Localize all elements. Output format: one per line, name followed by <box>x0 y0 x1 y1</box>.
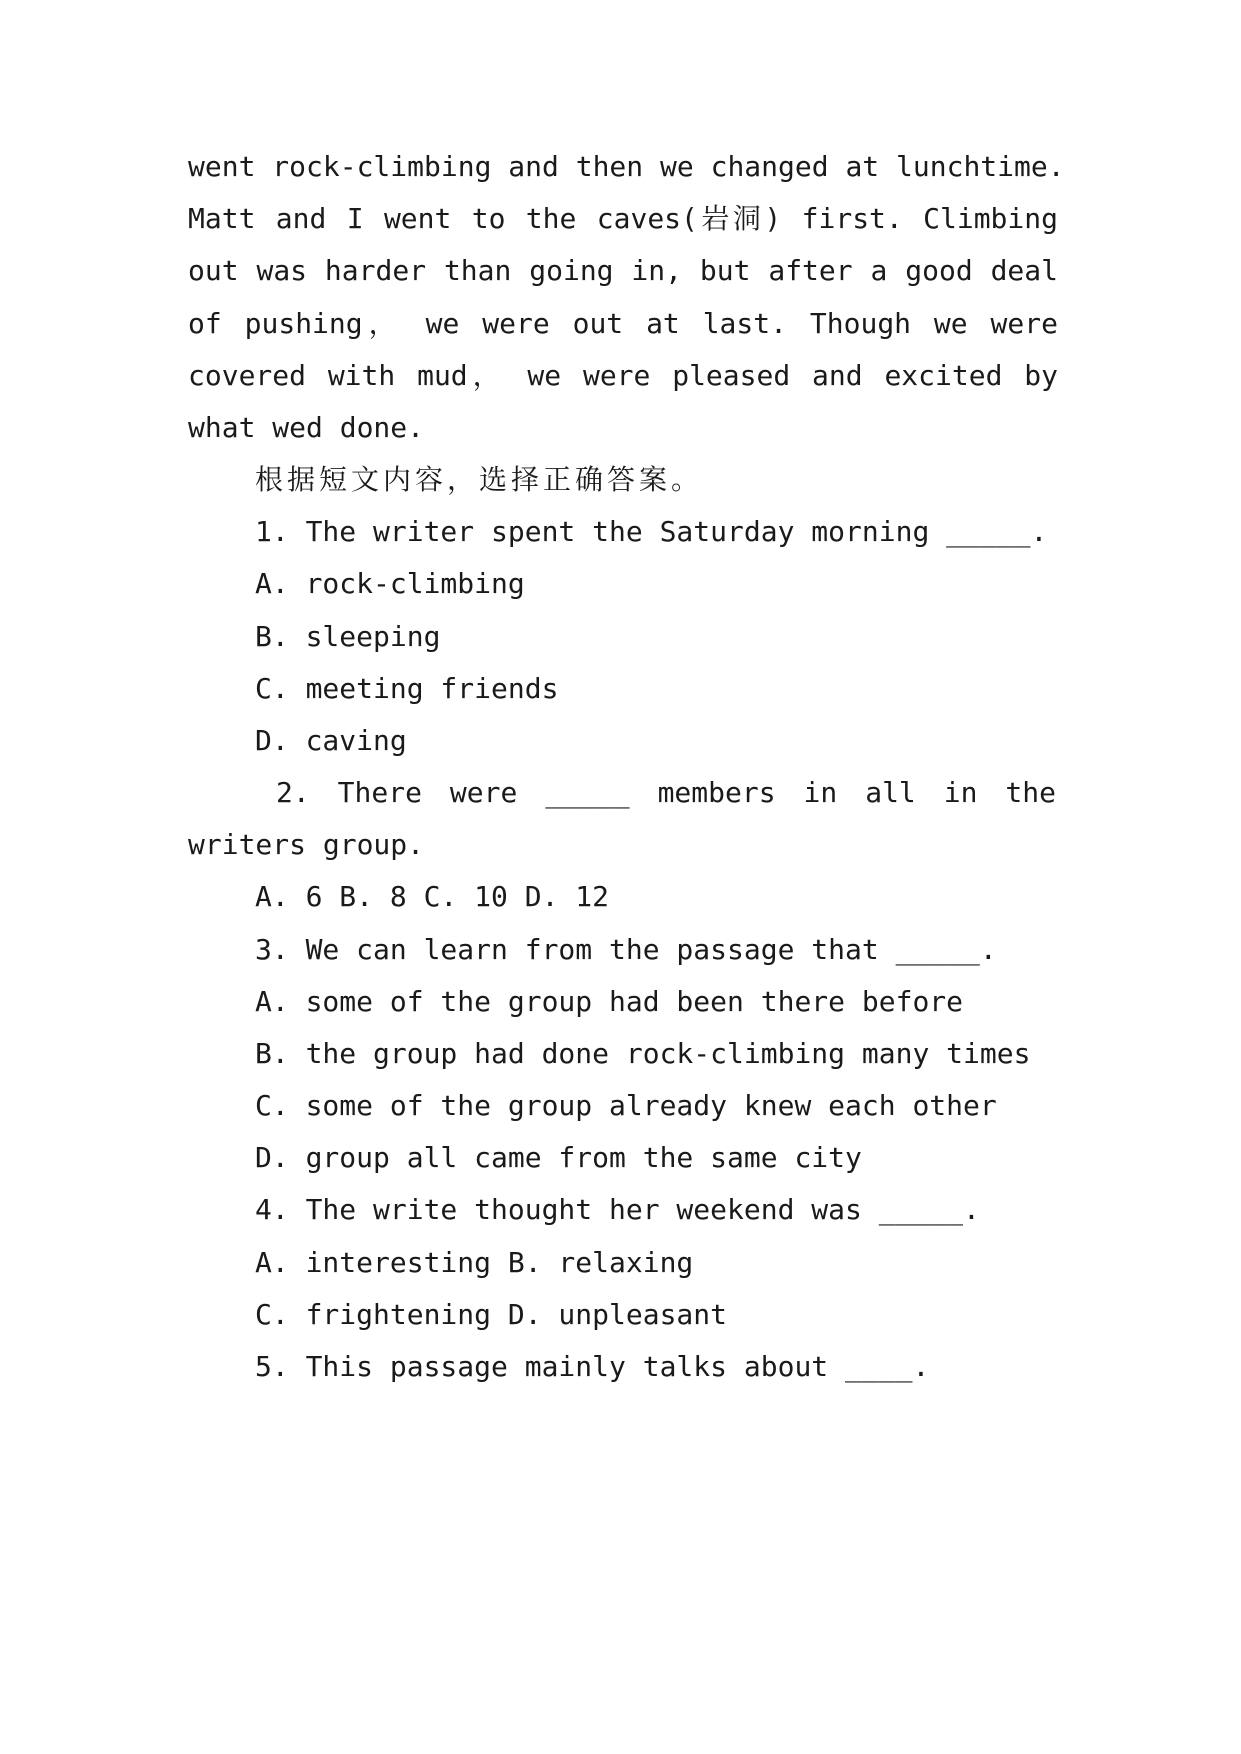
question-3-stem: 3. We can learn from the passage that _____. <box>255 933 997 966</box>
question-4-options-line-2: C. frightening D. unpleasant <box>255 1298 728 1331</box>
question-1-option-b: B. sleeping <box>255 620 441 653</box>
question-1-option-c: C. meeting friends <box>255 672 559 705</box>
question-3-option-b: B. the group had done rock-climbing many times <box>255 1037 1031 1070</box>
question-1-stem: 1. The writer spent the Saturday morning _____. <box>255 515 1048 548</box>
question-4-options-line-1: A. interesting B. relaxing <box>255 1246 694 1279</box>
question-1-option-d: D. caving <box>255 724 407 757</box>
passage-line-4: of pushing， we were out at last. Though we were <box>188 307 1058 340</box>
question-2-options: A. 6 B. 8 C. 10 D. 12 <box>255 880 610 913</box>
question-5-stem: 5. This passage mainly talks about ____. <box>255 1350 930 1383</box>
passage-line-1: went rock-climbing and then we changed at lunchtime. <box>188 150 1065 183</box>
passage-line-2: Matt and I went to the caves(岩洞) first. Climbing <box>188 202 1058 235</box>
question-2-stem-line-1: 2. There were _____ members in all in the <box>276 776 1056 809</box>
passage-line-3: out was harder than going in, but after a good deal <box>188 254 1058 287</box>
question-1-option-a: A. rock-climbing <box>255 567 525 600</box>
question-3-option-a: A. some of the group had been there before <box>255 985 964 1018</box>
instruction: 根据短文内容，选择正确答案。 <box>255 463 704 496</box>
passage-line-6: what wed done. <box>188 411 425 444</box>
question-3-option-d: D. group all came from the same city <box>255 1141 862 1174</box>
passage-line-5: covered with mud， we were pleased and excited by <box>188 359 1058 392</box>
question-2-stem-line-2: writers group. <box>188 828 425 861</box>
question-3-option-c: C. some of the group already knew each other <box>255 1089 997 1122</box>
question-4-stem: 4. The write thought her weekend was _____. <box>255 1193 980 1226</box>
